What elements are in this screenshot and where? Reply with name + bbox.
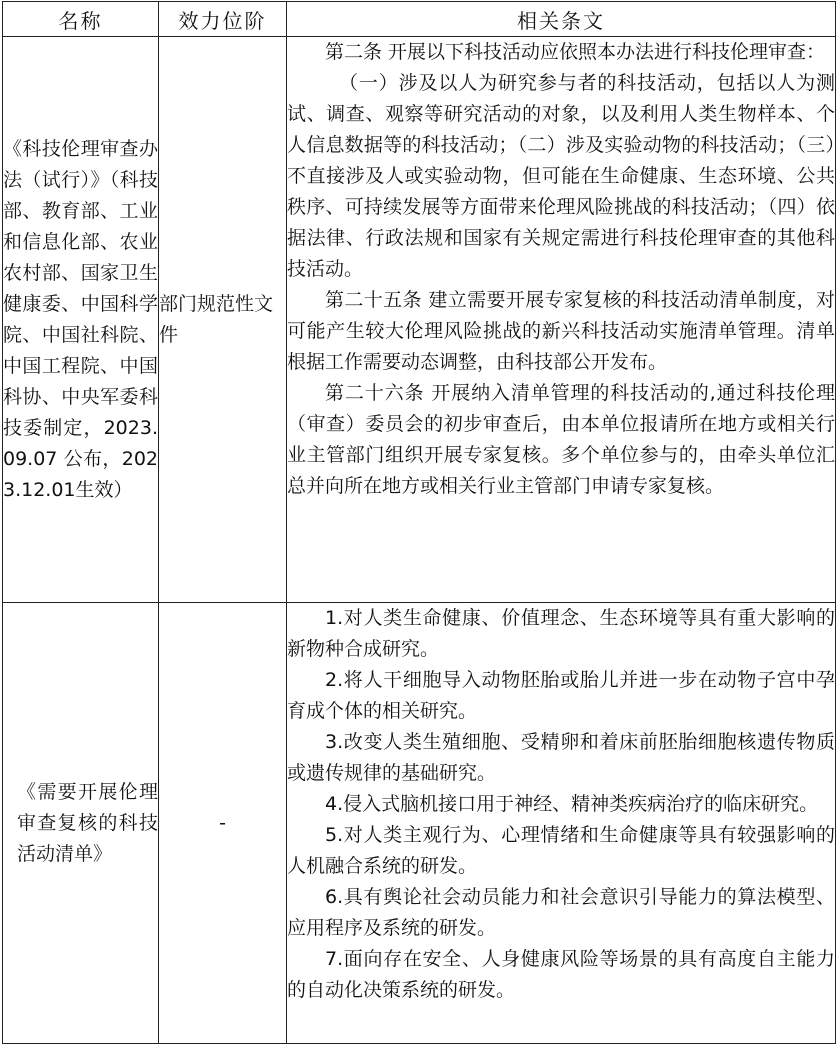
provision-paragraph: 第二条 开展以下科技活动应依照本办法进行科技伦理审查： [325, 41, 826, 63]
regulation-name: 《科技伦理审查办法（试行）》（科技部、教育部、工业和信息化部、农业农村部、国家卫生健康委、中国科学院、中国社科院、中国工程院、中国科协、中央军委科技委制定，2023.09.07 公布，2023.12.01生效） [3, 37, 159, 603]
regulations-table [2, 1, 836, 1044]
header-level: 效力位阶 [159, 2, 287, 37]
provisions-cell [287, 603, 836, 1044]
list-item: 4.侵入式脑机接口用于神经、精神类疾病治疗的临床研究。 [325, 793, 819, 815]
list-item: 2.将人干细胞导入动物胚胎或胎儿并进一步在动物子宫中孕育成个体的相关研究。 [287, 669, 835, 722]
provision-paragraph: 第二十五条 建立需要开展专家复核的科技活动清单制度，对可能产生较大伦理风险挑战的新兴科技活动实施清单管理。清单根据工作需要动态调整，由科技部公开发布。 [287, 289, 835, 373]
header-name: 名称 [3, 2, 159, 37]
list-item: 1.对人类生命健康、价值理念、生态环境等具有重大影响的新物种合成研究。 [287, 607, 835, 660]
provision-paragraph: 第二十六条 开展纳入清单管理的科技活动的,通过科技伦理（审查）委员会的初步审查后，由本单位报请所在地方或相关行业主管部门组织开展专家复核。多个单位参与的，由牵头单位汇总并向所在地方或相关行业主管部门申请专家复核。 [287, 382, 835, 497]
list-item: 5.对人类主观行为、心理情绪和生命健康等具有较强影响的人机融合系统的研发。 [287, 824, 835, 877]
effect-level: - [159, 603, 287, 1044]
list-item: 3.改变人类生殖细胞、受精卵和着床前胚胎细胞核遗传物质或遗传规律的基础研究。 [287, 731, 835, 784]
effect-level: 部门规范性文件 [159, 37, 287, 603]
header-row [3, 2, 836, 37]
list-item: 6.具有舆论社会动员能力和社会意识引导能力的算法模型、应用程序及系统的研发。 [287, 886, 835, 939]
regulation-name: 《需要开展伦理审查复核的科技活动清单》 [3, 603, 159, 1044]
list-item: 7.面向存在安全、人身健康风险等场景的具有高度自主能力的自动化决策系统的研发。 [287, 948, 835, 1001]
table-row [3, 37, 836, 603]
table-row [3, 603, 836, 1044]
provision-paragraph: （一）涉及以人为研究参与者的科技活动，包括以人为测试、调查、观察等研究活动的对象，以及利用人类生物样本、个人信息数据等的科技活动；（二）涉及实验动物的科技活动；（三）不直接涉及人或实验动物，但可能在生命健康、生态环境、公共秩序、可持续发展等方面带来伦理风险挑战的科技活动；（四）依据法律、行政法规和国家有关规定需进行科技伦理审查的其他科技活动。 [287, 72, 835, 280]
provisions-cell [287, 37, 836, 603]
header-content: 相关条文 [287, 2, 836, 37]
